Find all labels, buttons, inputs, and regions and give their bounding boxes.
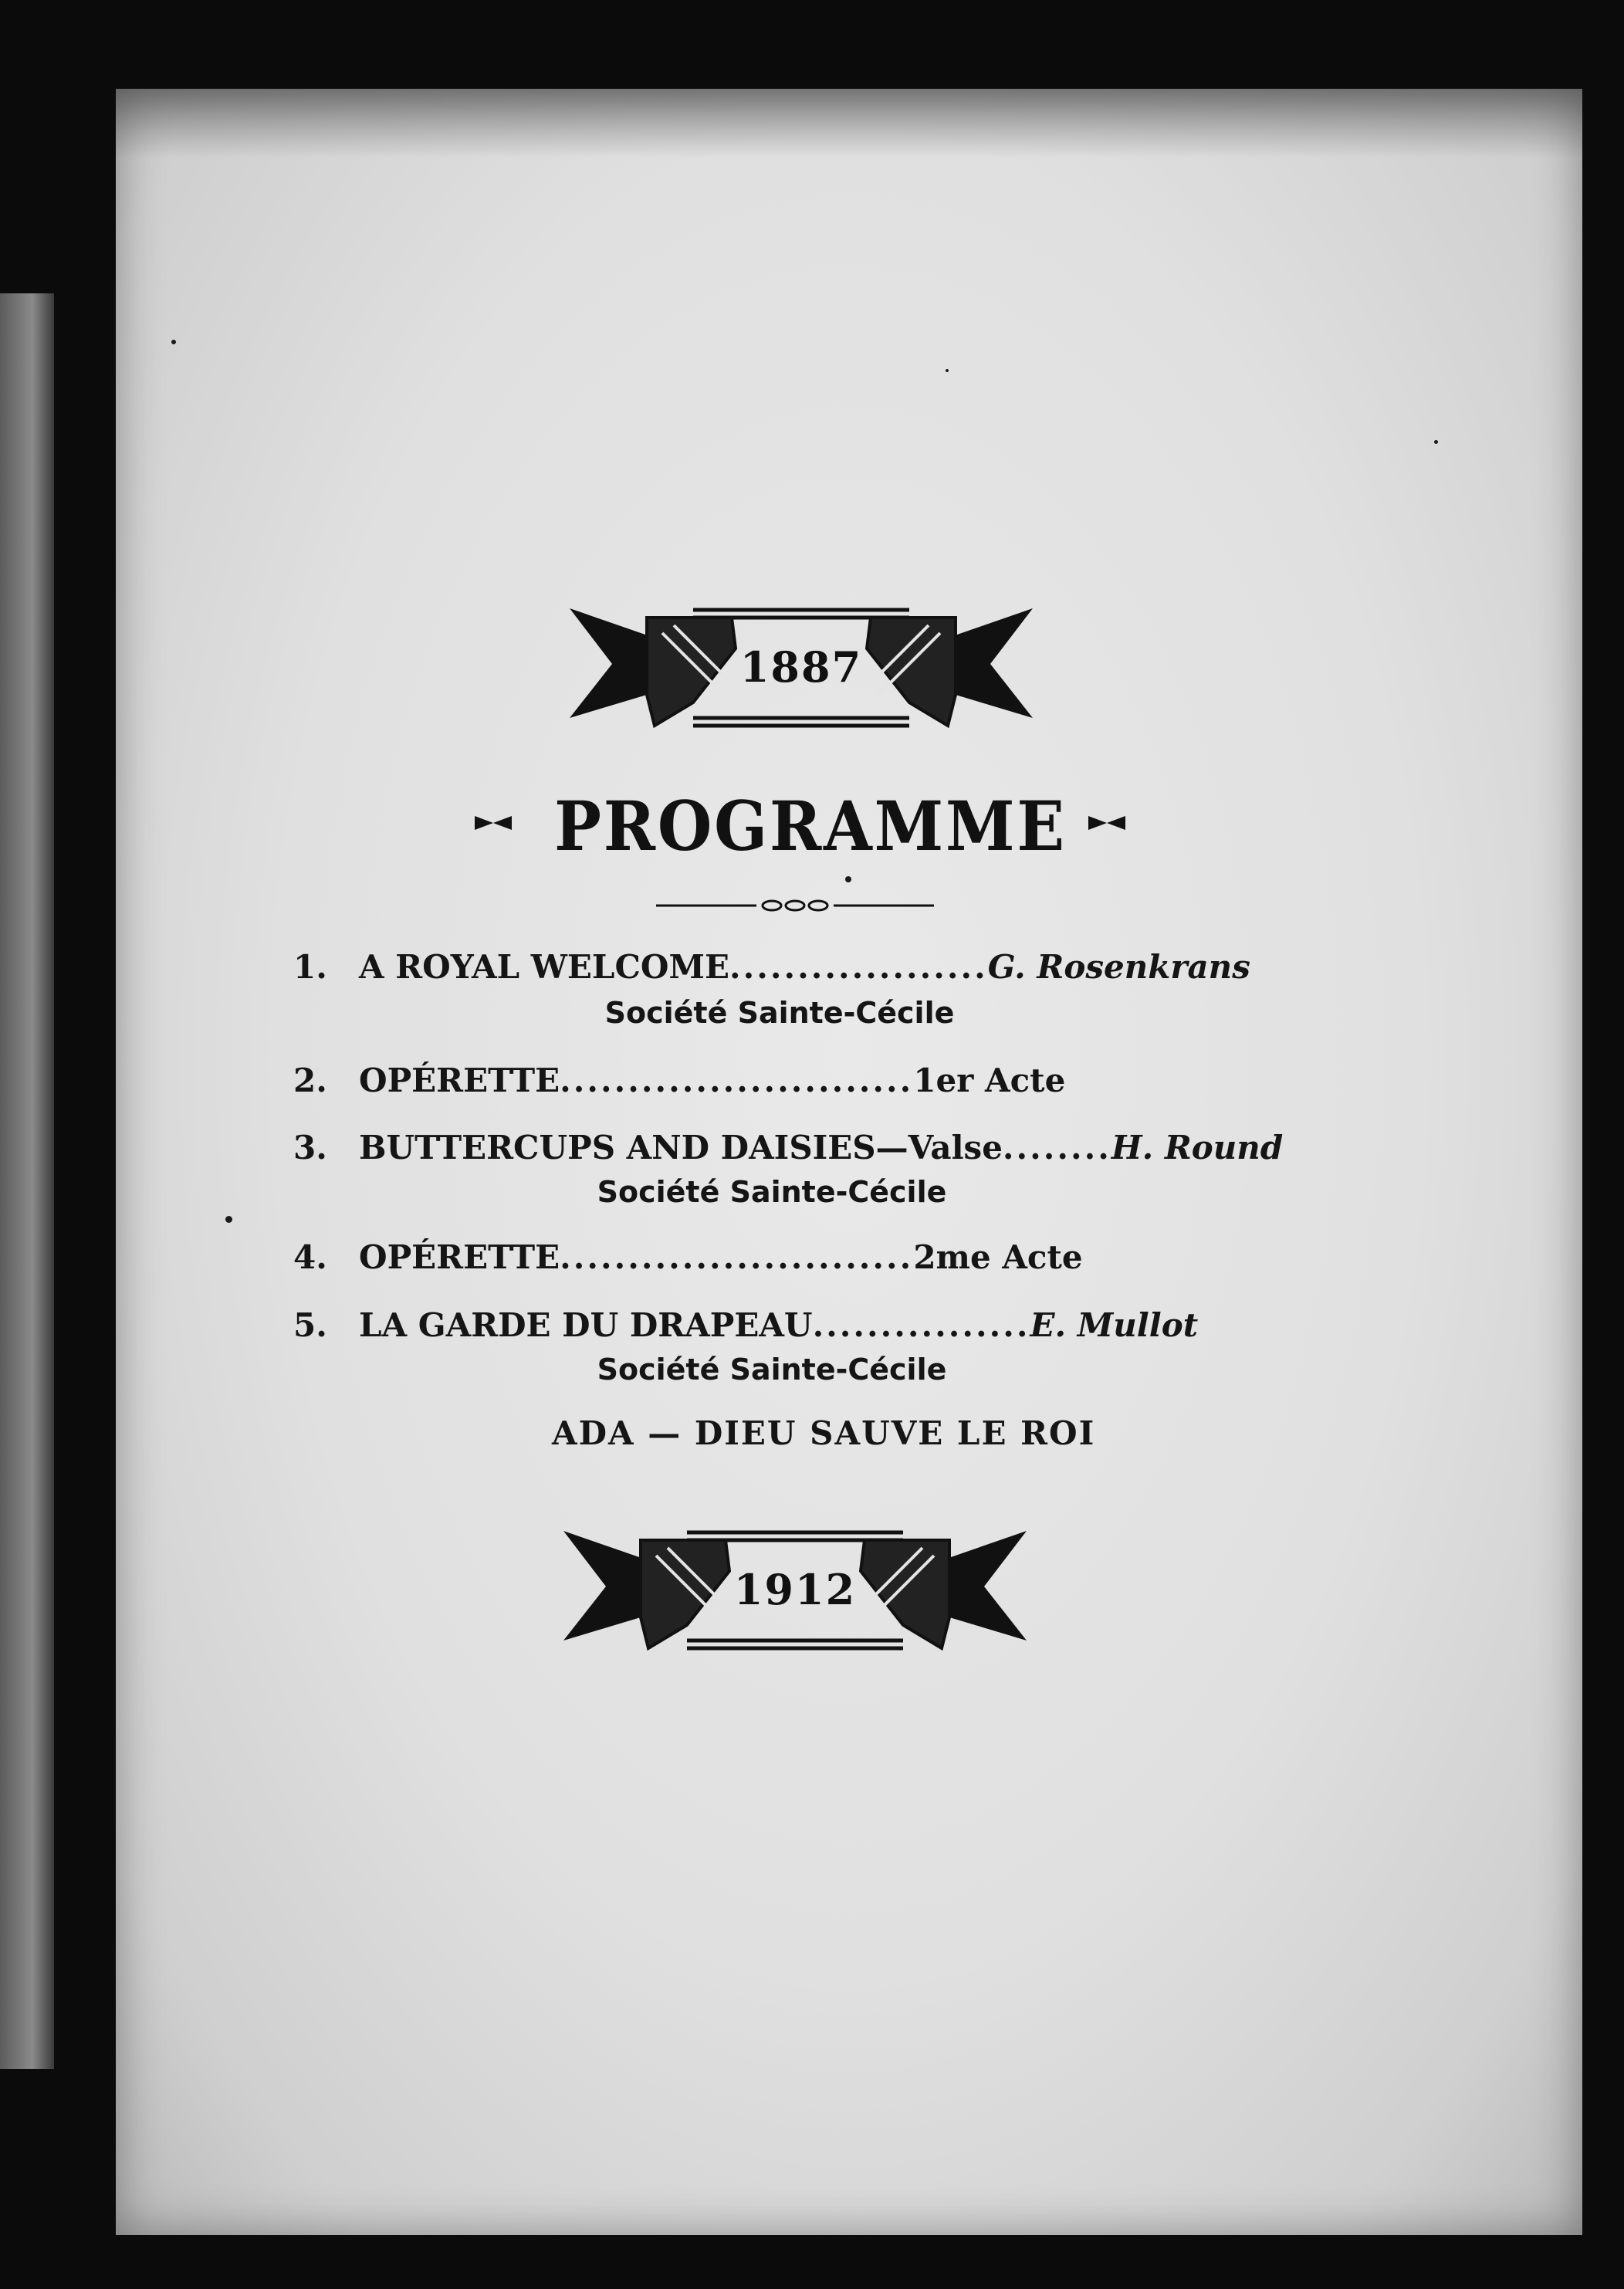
item-composer: G. Rosenkrans — [987, 948, 1250, 986]
year-banner-bottom — [563, 1525, 1027, 1656]
item-title: OPÉRETTE — [359, 1062, 560, 1099]
item-leader-dots: ................ — [812, 1306, 1030, 1344]
closing-anthem-line: ADA — DIEU SAUVE LE ROI — [552, 1414, 1096, 1452]
item-leader-dots: ........ — [1002, 1129, 1111, 1167]
item-number: 2. — [293, 1062, 327, 1099]
item-leader-dots: .......................... — [560, 1062, 914, 1099]
adjacent-page-edge — [0, 293, 54, 2069]
item-act: 2me Acte — [913, 1238, 1083, 1276]
item-performer: Société Sainte-Cécile — [597, 1175, 947, 1209]
item-performer: Société Sainte-Cécile — [604, 996, 955, 1030]
item-number: 4. — [293, 1238, 327, 1276]
item-number: 1. — [293, 948, 327, 986]
banner-year: 1887 — [739, 642, 863, 692]
item-composer: H. Round — [1111, 1129, 1284, 1167]
item-number: 5. — [293, 1306, 327, 1344]
item-act: 1er Acte — [913, 1062, 1066, 1099]
page-top-shadow — [116, 89, 1582, 158]
dust-speck — [845, 876, 851, 882]
dust-speck — [946, 369, 949, 372]
item-leader-dots: ................... — [729, 948, 988, 986]
item-leader-dots: .......................... — [560, 1238, 914, 1276]
item-performer: Société Sainte-Cécile — [597, 1353, 947, 1387]
item-title: BUTTERCUPS AND DAISIES—Valse — [359, 1129, 1003, 1167]
year-banner-top — [570, 602, 1033, 733]
item-number: 3. — [293, 1129, 327, 1167]
item-composer: E. Mullot — [1030, 1306, 1199, 1344]
title-ornament-right-icon — [1088, 814, 1125, 831]
item-title: OPÉRETTE — [359, 1238, 560, 1276]
programme-title: PROGRAMME — [554, 786, 1067, 866]
dust-speck — [1434, 440, 1438, 444]
dust-speck — [171, 340, 176, 344]
flourish-divider-icon — [656, 884, 934, 915]
item-title: A ROYAL WELCOME — [359, 948, 729, 986]
item-title: LA GARDE DU DRAPEAU — [359, 1306, 813, 1344]
banner-year: 1912 — [733, 1565, 857, 1614]
dust-speck — [225, 1216, 232, 1223]
